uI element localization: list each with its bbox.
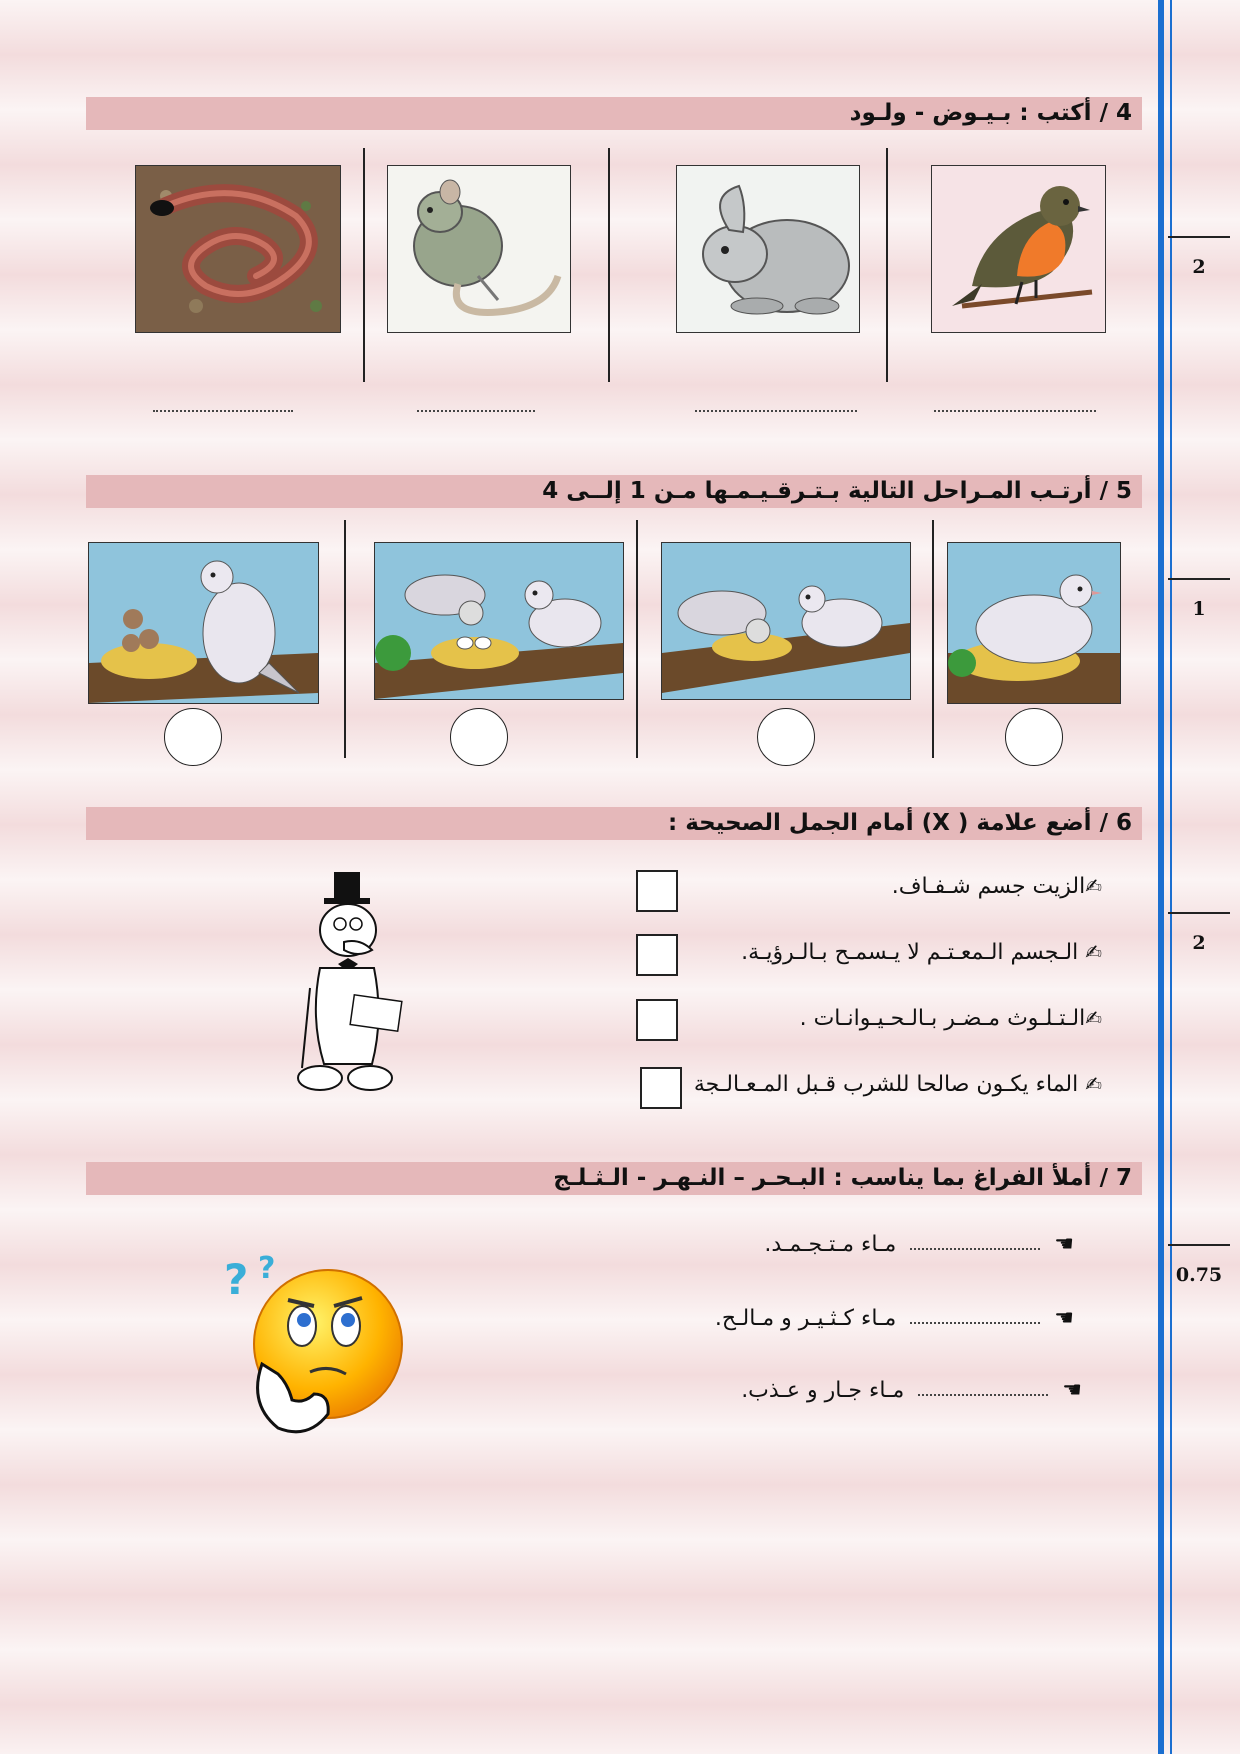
statement-checkbox[interactable] [636,870,678,912]
order-circle[interactable] [757,708,815,766]
pointing-hand-icon: ☚ [1054,1306,1074,1331]
column-divider [344,520,346,758]
order-circle[interactable] [1005,708,1063,766]
score-divider [1168,912,1230,914]
column-divider [636,520,638,758]
fill-text: مـاء جـار و عـذب. [741,1378,905,1403]
pen-icon: ✍ [1085,940,1102,964]
dove-feeding-chicks-icon [88,542,319,704]
statement-text: الماء يكـون صالحا للشرب قـبل المـعـالـجة [693,1072,1086,1097]
answer-line[interactable] [695,410,857,412]
rabbit-icon [676,165,860,333]
fill-item-3 [741,1378,1082,1403]
column-divider [608,148,610,382]
statement-checkbox[interactable] [636,999,678,1041]
column-divider [886,148,888,382]
order-circle[interactable] [450,708,508,766]
statement-text: الـجسم الـمعـتـم لا يـسمـح بـالـرؤيـة. [741,940,1086,965]
statement-2 [741,940,1102,965]
doves-with-eggs-icon [374,542,624,700]
pen-icon: ✍ [1085,1072,1102,1096]
statement-checkbox[interactable] [636,934,678,976]
answer-line[interactable] [153,410,293,412]
fill-text: مـاء كـثـيـر و مـالـح. [714,1306,897,1331]
dove-on-nest-icon [947,542,1121,704]
q4-heading [86,97,1142,130]
q5-heading [86,475,1142,508]
score-q4: 2 [1192,256,1206,278]
doves-building-nest-icon [661,542,911,700]
margin-bar [1158,0,1164,1754]
statement-checkbox[interactable] [640,1067,682,1109]
score-q6: 2 [1192,932,1206,954]
statement-4 [694,1072,1102,1097]
pointing-hand-icon: ☚ [1062,1378,1082,1403]
q5-title: 5 / أرتـب المـراحل التالية بـتـرقـيـمـها مـن 1 إلــى 4 [542,478,1132,504]
snake-icon [135,165,341,333]
thinking-emoji-icon [218,1244,408,1444]
column-divider [363,148,365,382]
fill-text: مـاء مـتـجـمـد. [764,1232,897,1257]
score-divider [1168,236,1230,238]
q6-title: 6 / أضع علامة ( X) أمام الجمل الصحيحة : [668,810,1132,836]
q4-title: 4 / أكتب : بـيـوض - ولـود [849,100,1132,126]
fill-item-1 [764,1232,1074,1257]
score-q7: 0.75 [1175,1264,1223,1286]
answer-line[interactable] [934,410,1096,412]
statement-3 [800,1006,1102,1031]
statement-text: الـتـلـوث مـضـر بـالـحـيـوانـات . [799,1006,1086,1031]
fill-blank[interactable] [918,1386,1048,1396]
q6-heading [86,807,1142,840]
score-divider [1168,578,1230,580]
fill-blank[interactable] [910,1314,1040,1324]
pen-icon: ✍ [1085,1006,1102,1030]
score-divider [1168,1244,1230,1246]
svg-text:?: ? [258,1251,276,1286]
order-circle[interactable] [164,708,222,766]
bird-robin-icon [931,165,1106,333]
fill-blank[interactable] [910,1240,1040,1250]
q7-title: 7 / أملأ الفراغ بما يناسب : البـحـر – النـهـر - الـثـلـج [553,1165,1132,1191]
pen-icon: ✍ [1085,874,1102,898]
statement-1 [892,874,1102,899]
q7-heading [86,1162,1142,1195]
pointing-hand-icon: ☚ [1054,1232,1074,1257]
statement-text: الزيت جسم شـفـاف. [891,874,1086,899]
scrooge-mcduck-icon [280,868,410,1098]
mouse-icon [387,165,571,333]
column-divider [932,520,934,758]
answer-line[interactable] [417,410,535,412]
fill-item-2 [715,1306,1074,1331]
score-q5: 1 [1192,598,1206,620]
svg-text:?: ? [224,1255,249,1304]
